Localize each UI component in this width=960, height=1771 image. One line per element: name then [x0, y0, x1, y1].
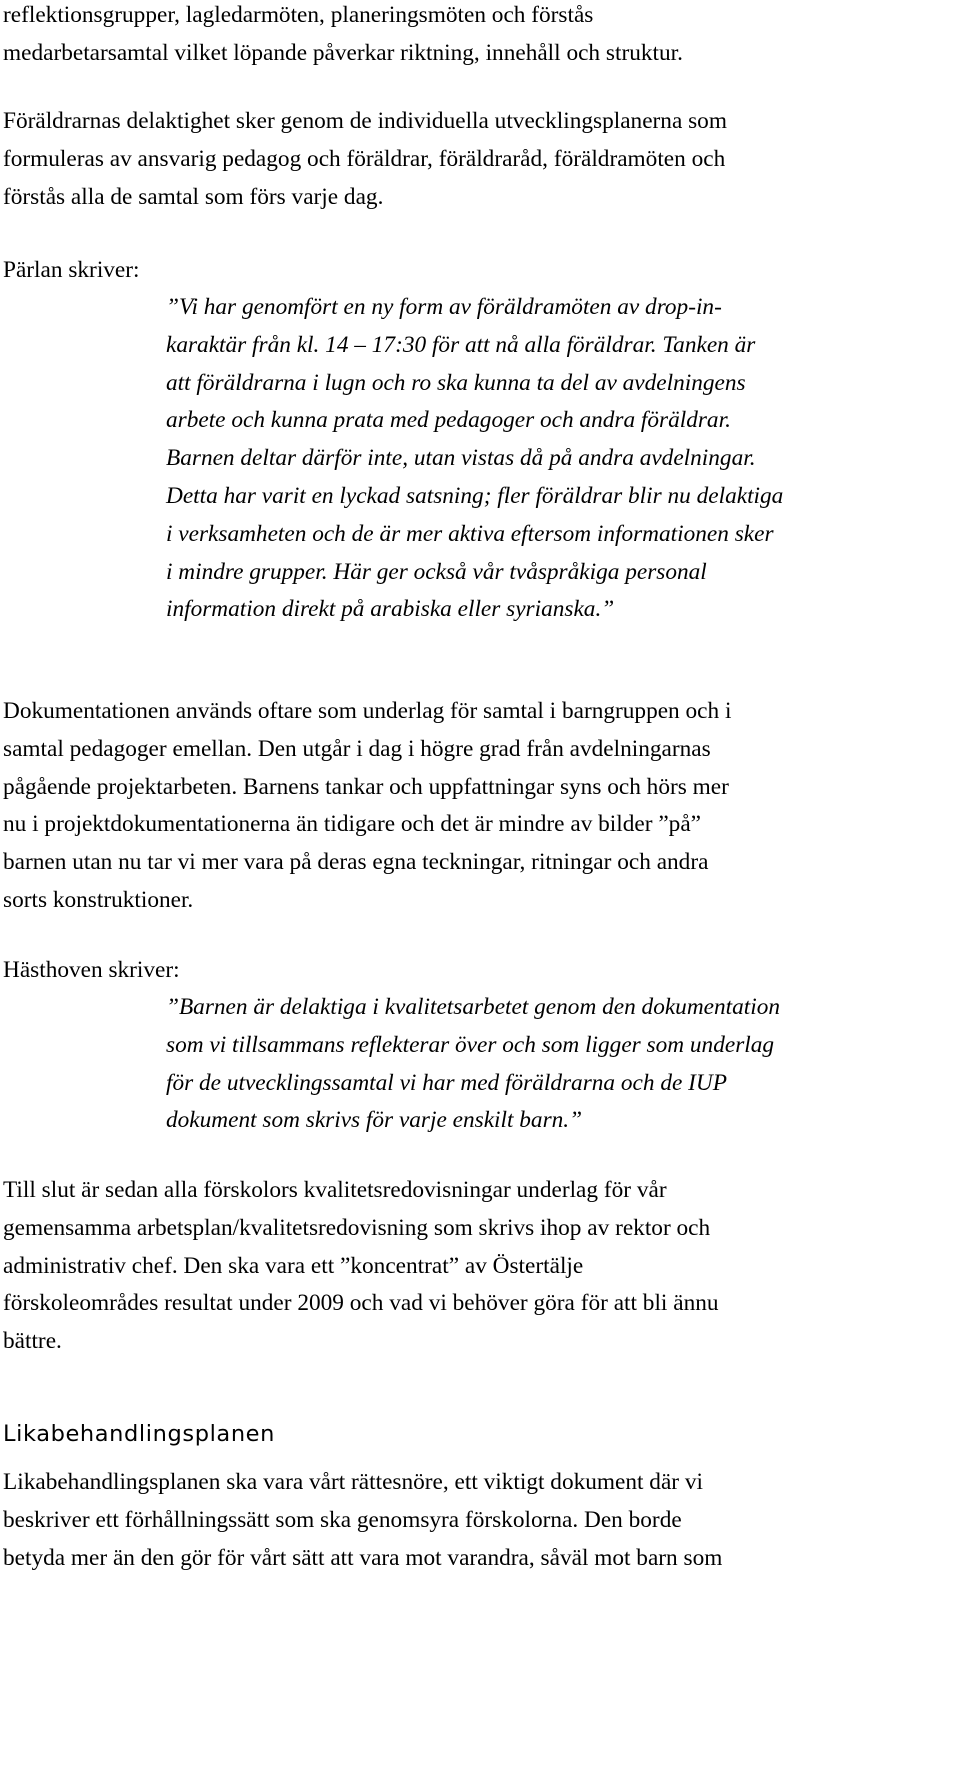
paragraph-quality-reports: Till slut är sedan alla förskolors kvalitetsredovisningar underlag för vår gemensamma arbetsplan/kvalitetsredovisning som skrivs ihop av rektor och administrativ chef. Den ska vara ett ”koncentrat” av Östertälje förskoleområdes resultat under 2009 och vad vi behöver göra för att bli ännu bättre. — [3, 1177, 719, 1355]
paragraph-hasthoven-intro: Hästhoven skriver: — [3, 957, 180, 983]
paragraph-reflection-groups: reflektionsgrupper, lagledarmöten, planeringsmöten och förstås medarbetarsamtal vilket löpande påverkar riktning, innehåll och struktur. — [3, 2, 683, 66]
paragraph-likabehandlingsplanen: Likabehandlingsplanen ska vara vårt rättesnöre, ett viktigt dokument där vi beskriver ett förhållningssätt som ska genomsyra förskolorna. Den borde betyda mer än den gör för vårt sätt att vara mot varandra, såväl mot barn som — [3, 1469, 723, 1571]
paragraph-documentation: Dokumentationen används oftare som underlag för samtal i barngruppen och i samtal pedagoger emellan. Den utgår i dag i högre grad från avdelningarnas pågående projektarbeten. Barnens tankar och uppfattningar syns och hörs mer nu i projektdokumentationerna än tidigare och det är mindre av bilder ”på” barnen utan nu tar vi mer vara på deras egna teckningar, ritningar och andra sorts konstruktioner. — [3, 698, 732, 913]
paragraph-parlan-intro: Pärlan skriver: — [3, 257, 140, 283]
quote-hasthoven: ”Barnen är delaktiga i kvalitetsarbetet genom den dokumentation som vi tillsammans reflekterar över och som ligger som underlag för de utvecklingssamtal vi har med föräldrarna och de IUP dokument som skrivs för varje enskilt barn.” — [166, 994, 781, 1134]
quote-parlan: ”Vi har genomfört en ny form av föräldramöten av drop-in- karaktär från kl. 14 – 17:30 för att nå alla föräldrar. Tanken är att föräldrarna i lugn och ro ska kunna ta del av avdelningens arbete och kunna prata med pedagoger och andra föräldrar. Barnen deltar därför inte, utan vistas då på andra avdelningar. Detta har varit en lyckad satsning; fler föräldrar blir nu delaktiga i verksamheten och de är mer aktiva eftersom informationen sker i mindre grupper. Här ger också vår tvåspråkiga personal information direkt på arabiska eller syrianska.” — [166, 294, 784, 623]
section-heading-likabehandlingsplanen: Likabehandlingsplanen — [3, 1421, 275, 1447]
paragraph-parent-involvement: Föräldrarnas delaktighet sker genom de individuella utvecklingsplanerna som formuleras av ansvarig pedagog och föräldrar, föräldraråd, föräldramöten och förstås alla de samtal som förs varje dag. — [3, 108, 727, 210]
